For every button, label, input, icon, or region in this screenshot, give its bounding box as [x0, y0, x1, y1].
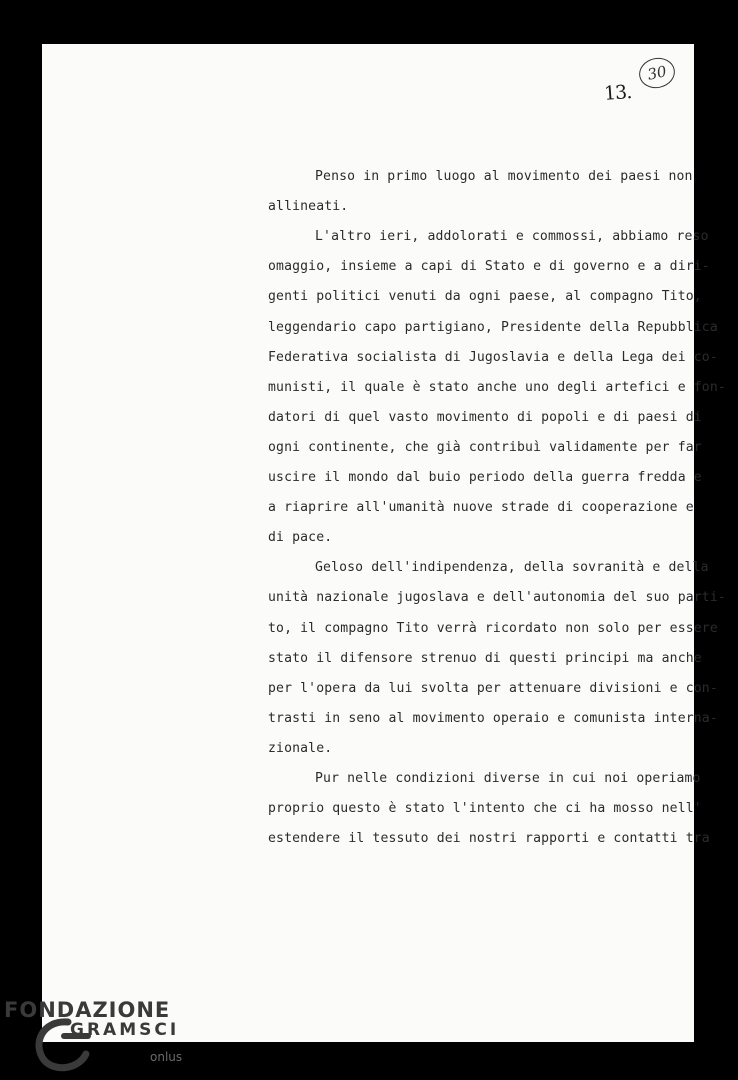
body-line: genti politici venuti da ogni paese, al compagno Tito, [268, 289, 702, 305]
document-page [42, 44, 726, 1042]
body-line: to, il compagno Tito verrà ricordato non solo per essere [268, 620, 718, 636]
logo-text-line2: GRAMSCI [70, 1020, 180, 1040]
body-line: L'altro ieri, addolorati e commossi, abbiamo reso [315, 229, 709, 245]
body-line: munisti, il quale è stato anche uno degli artefici e fon- [268, 379, 726, 395]
body-line: datori di quel vasto movimento di popoli e di paesi di [268, 409, 702, 425]
body-line: zionale. [268, 740, 333, 756]
body-line: Federativa socialista di Jugoslavia e della Lega dei co- [268, 349, 718, 365]
body-line: leggendario capo partigiano, Presidente della Repubblica [268, 319, 718, 335]
body-line: a riaprire all'umanità nuove strade di cooperazione e [268, 500, 694, 516]
body-line: uscire il mondo dal buio periodo della guerra fredda e [268, 470, 702, 485]
logo-text-onlus: onlus [150, 1050, 183, 1064]
body-line: di pace. [268, 530, 333, 546]
body-line: trasti in seno al movimento operaio e comunista interna- [268, 710, 718, 726]
body-line: stato il difensore strenuo di questi principi ma anche [268, 650, 702, 666]
body-line: ogni continente, che già contribuì validamente per far [268, 439, 702, 455]
body-line: unità nazionale jugoslava e dell'autonomia del suo parti- [268, 590, 726, 606]
logo-text-line1: FONDAZIONE [4, 998, 171, 1022]
body-line: Geloso dell'indipendenza, della sovranità e della [315, 560, 709, 576]
body-line: allineati. [268, 199, 349, 215]
body-line: omaggio, insieme a capi di Stato e di governo e a diri- [268, 259, 710, 275]
circled-page-number: 30 [636, 55, 677, 92]
body-line: proprio questo è stato l'intento che ci ha mosso nell' [268, 801, 702, 817]
body-line: per l'opera da lui svolta per attenuare divisioni e con- [268, 680, 718, 696]
page-number: 13. [603, 81, 632, 105]
body-line: estendere il tessuto dei nostri rapporti e contatti tra [268, 831, 710, 847]
fondazione-gramsci-logo [4, 996, 194, 1076]
body-line: Penso in primo luogo al movimento dei paesi non [315, 169, 693, 184]
body-line: Pur nelle condizioni diverse in cui noi operiamo [315, 771, 701, 786]
